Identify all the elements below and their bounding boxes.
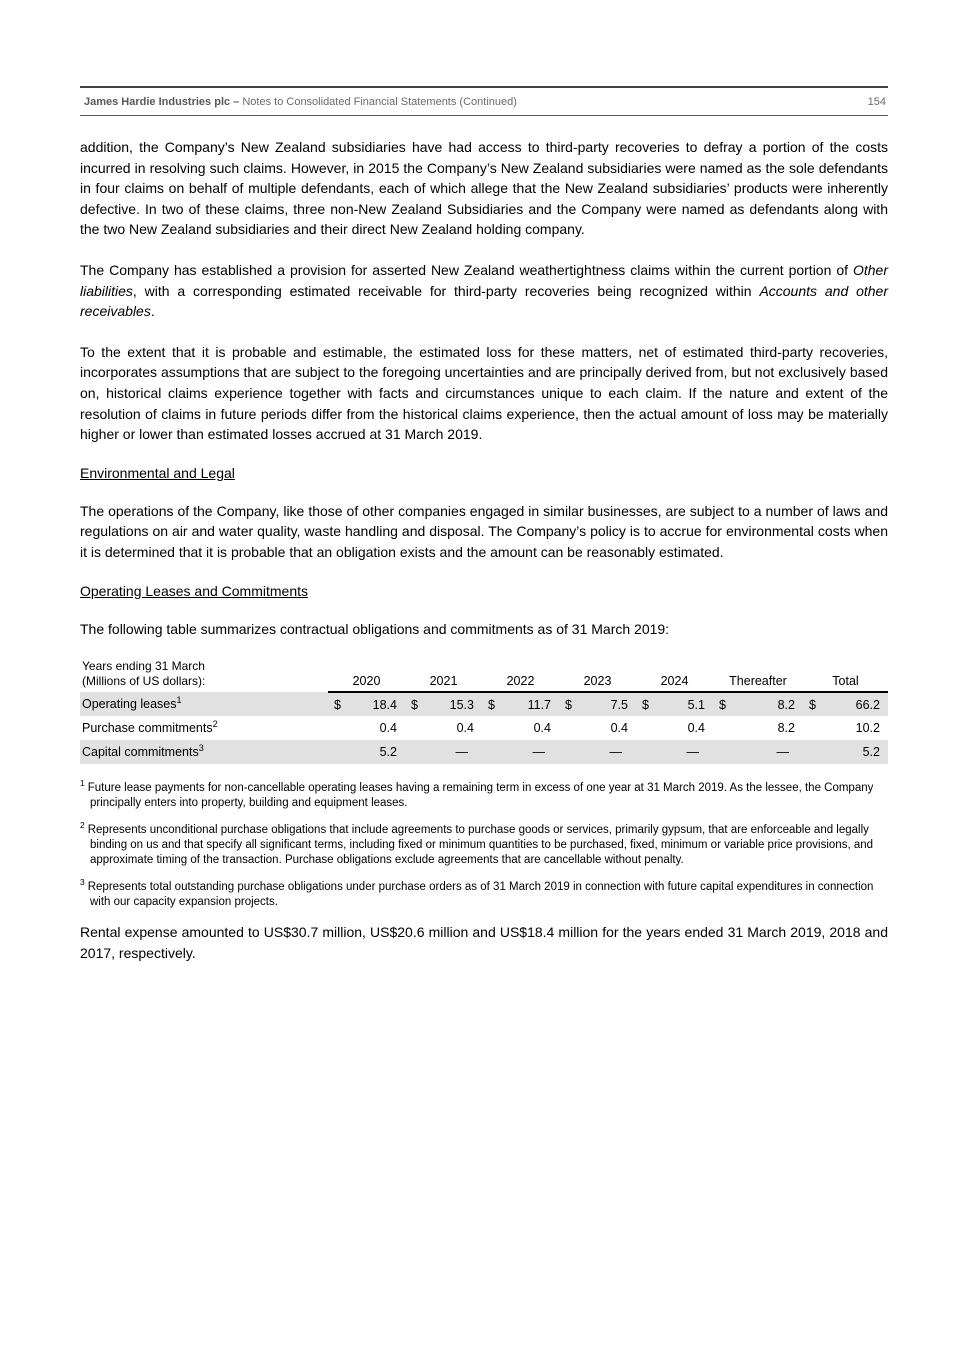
column-header-2022: 2022 — [482, 659, 559, 692]
footnote-2 — [80, 820, 888, 868]
running-header-title — [84, 96, 517, 108]
paragraph-table-intro: The following table summarizes contractual obligations and commitments as of 31 March 2019: — [80, 620, 670, 637]
table-cell: 0.4 — [379, 721, 397, 736]
table-cell — [405, 692, 482, 716]
header-rule — [80, 115, 888, 116]
column-header-2024: 2024 — [636, 659, 713, 692]
table-row-purchase-commitments — [80, 716, 888, 740]
table-cell — [803, 692, 888, 716]
table-cell: 8.2 — [777, 721, 795, 736]
paragraph-text: The Company has established a provision for asserted New Zealand weathertightness claims within the current portion of — [80, 261, 853, 278]
company-name: James Hardie Industries plc – — [84, 95, 240, 108]
currency-symbol: $ — [411, 697, 418, 712]
table-caption-line2: (Millions of US dollars): — [82, 674, 206, 689]
table-cell — [713, 692, 803, 716]
paragraph-rental-expense: Rental expense amounted to US$30.7 million, US$20.6 million and US$18.4 million for the years ended 31 March 2019, 2018 and 2017, respectively. — [80, 924, 888, 961]
table-caption — [80, 659, 328, 692]
table-cell — [636, 692, 713, 716]
column-header-thereafter: Thereafter — [713, 659, 803, 692]
paragraph-provision — [80, 260, 888, 322]
footnote-number: 2 — [80, 820, 85, 831]
row-label-text: Capital commitments — [82, 745, 199, 760]
cell-value: 8.2 — [777, 697, 795, 712]
running-header — [80, 88, 888, 115]
table-cell: — — [636, 740, 713, 764]
paragraph-estimated-loss: To the extent that it is probable and estimable, the estimated loss for these matters, net of estimated third-party recoveries, incorporates assumptions that are subject to the foregoing uncertainties and are principally derived from, but not exclusively based on, historical claims experience together with facts and circumstances unique to each claim. If the nature and extent of the resolution of claims in future periods differ from the historical claims experience, then the actual amount of loss may be materially higher or lower than estimated losses accrued at 31 March 2019. — [80, 343, 888, 443]
column-header-2020: 2020 — [328, 659, 405, 692]
italic-term-other-liabilities: Other liabilities — [80, 261, 888, 299]
footnote-3 — [80, 877, 888, 910]
table-cell — [328, 692, 405, 716]
page-number: 154 — [867, 95, 886, 108]
footnote-number: 3 — [80, 877, 85, 888]
table-row-operating-leases — [80, 692, 888, 716]
commitments-table — [80, 659, 888, 764]
currency-symbol: $ — [565, 697, 572, 712]
column-header-2021: 2021 — [405, 659, 482, 692]
table-cell: — — [482, 740, 559, 764]
row-label — [80, 716, 328, 740]
table-cell — [559, 692, 636, 716]
footnote-text: Represents unconditional purchase obligations that include agreements to purchase goods or services, primarily gypsum, that are enforceable and legally binding on us and that specify all significant terms, including fixed or minimum quantities to be purchased, fixed, minimum or variable price provisions, and approximate timing of the transaction. Purchase obligations exclude agreements that are cancellable without penalty. — [87, 824, 874, 867]
table-cell: 5.2 — [803, 740, 888, 764]
table-caption-line1: Years ending 31 March — [82, 659, 205, 674]
table-cell — [482, 692, 559, 716]
currency-symbol: $ — [719, 697, 726, 712]
row-label-text: Operating leases — [82, 697, 177, 712]
cell-value: 5.1 — [687, 697, 705, 712]
cell-value: 18.4 — [372, 697, 397, 712]
table-row-capital-commitments — [80, 740, 888, 764]
footnote-marker: 3 — [198, 742, 204, 753]
cell-value: 66.2 — [855, 697, 880, 712]
heading-environmental-and-legal: Environmental and Legal — [80, 464, 235, 481]
footnote-text: Future lease payments for non-cancellable operating leases having a remaining term in excess of one year at 31 March 2019. As the lessee, the Company principally enters into property, building and equipment leases. — [87, 782, 874, 810]
table-cell: 10.2 — [855, 721, 880, 736]
row-label-text: Purchase commitments — [82, 721, 213, 736]
cell-value: 7.5 — [610, 697, 628, 712]
table-cell: 5.2 — [328, 740, 405, 764]
row-label — [80, 740, 328, 764]
cell-value: 15.3 — [449, 697, 474, 712]
column-header-2023: 2023 — [559, 659, 636, 692]
currency-symbol: $ — [642, 697, 649, 712]
footnote-number: 1 — [80, 778, 85, 789]
table-cell: 0.4 — [456, 721, 474, 736]
heading-operating-leases: Operating Leases and Commitments — [80, 582, 308, 599]
italic-term-accounts-receivables: Accounts and other receivables — [80, 282, 888, 320]
currency-symbol: $ — [809, 697, 816, 712]
table-header-row — [80, 659, 888, 692]
currency-symbol: $ — [488, 697, 495, 712]
footnote-text: Represents total outstanding purchase obligations under purchase orders as of 31 March 2019 in connection with future capital expenditures in connection with our capacity expansion projects. — [87, 881, 874, 909]
table-cell: 0.4 — [533, 721, 551, 736]
footnote-1 — [80, 778, 888, 811]
paragraph-text: , with a corresponding estimated receivable for third-party recoveries being recognized within — [132, 282, 760, 299]
document-title: Notes to Consolidated Financial Statements (Continued) — [242, 95, 517, 108]
footnote-marker: 1 — [176, 694, 182, 705]
table-cell: 0.4 — [610, 721, 628, 736]
table-cell: — — [405, 740, 482, 764]
table-cell: — — [713, 740, 803, 764]
column-header-total: Total — [803, 659, 888, 692]
footnote-marker: 2 — [212, 718, 218, 729]
paragraph-nz-claims: addition, the Company’s New Zealand subsidiaries have had access to third-party recoveries to defray a portion of the costs incurred in resolving such claims. However, in 2015 the Company’s New Zealand subsidiaries were named as the sole defendants in four claims on behalf of multiple defendants, each of which allege that the New Zealand subsidiaries’ products were inherently defective. In two of these claims, three non-New Zealand Subsidiaries and the Company were named as defendants along with the two New Zealand subsidiaries and their direct New Zealand holding company. — [80, 139, 888, 238]
table-cell: — — [559, 740, 636, 764]
currency-symbol: $ — [334, 697, 341, 712]
paragraph-text: . — [150, 303, 155, 320]
row-label — [80, 692, 328, 716]
paragraph-environmental: The operations of the Company, like those of other companies engaged in similar businesses, are subject to a number of laws and regulations on air and water quality, waste handling and disposal. The Company’s policy is to accrue for environmental costs when it is determined that it is probable that an obligation exists and the amount can be reasonably estimated. — [80, 502, 888, 560]
table-cell: 0.4 — [687, 721, 705, 736]
cell-value: 11.7 — [527, 697, 551, 712]
